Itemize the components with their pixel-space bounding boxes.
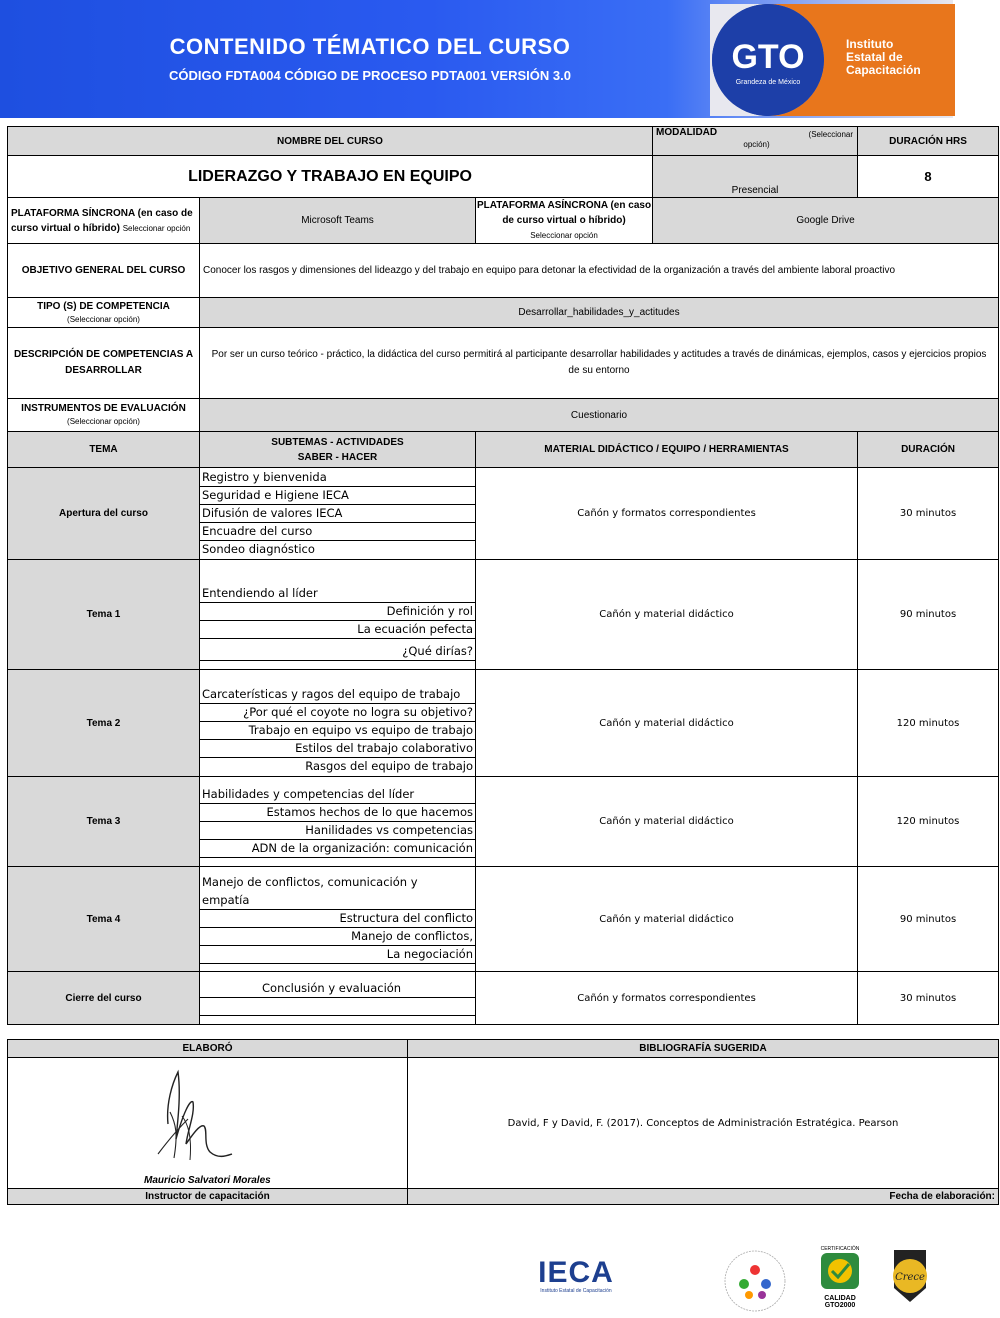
modality-value[interactable]: Presencial (653, 156, 858, 198)
tema-duration: 30 minutos (858, 972, 999, 1025)
competence-type-label: TIPO (S) DE COMPETENCIA (37, 300, 170, 312)
tema-duration: 90 minutos (858, 560, 999, 670)
course-name-label: NOMBRE DEL CURSO (8, 127, 653, 156)
tema-duration: 120 minutos (858, 777, 999, 867)
tema-material: Cañón y material didáctico (476, 867, 858, 972)
subtema-item: La ecuación pefecta (200, 621, 475, 639)
col-duracion: DURACIÓN (858, 432, 999, 468)
subtema-item: ¿Por qué el coyote no logra su objetivo? (200, 704, 475, 722)
tema-name: Tema 3 (8, 777, 200, 867)
subtema-item: Manejo de conflictos, comunicación y (202, 875, 418, 889)
subtema-item: Registro y bienvenida (200, 469, 475, 487)
subtema-item: Seguridad e Higiene IECA (200, 487, 475, 505)
competence-type-value[interactable]: Desarrollar_habilidades_y_actitudes (200, 298, 999, 328)
modality-hint-2: opción) (743, 140, 770, 149)
equality-seal-icon (722, 1248, 788, 1314)
tema-material: Cañón y material didáctico (476, 777, 858, 867)
subtema-item: Estilos del trabajo colaborativo (200, 740, 475, 758)
subtema-item: Entendiendo al líder (200, 585, 475, 603)
subtemas-list (200, 560, 476, 670)
signature-image (148, 1064, 238, 1168)
subtema-item: Rasgos del equipo de trabajo (305, 759, 473, 773)
tema-material: Cañón y formatos correspondientes (476, 972, 858, 1025)
objective-text: Conocer los rasgos y dimensiones del lideazgo y del trabajo en equipo para detonar la efectividad de la organización a través del ambiente laboral proactivo (200, 244, 999, 298)
subtema-item: Habilidades y competencias del líder (200, 786, 475, 804)
tema-name: Apertura del curso (8, 468, 200, 560)
modality-label-cell (653, 127, 858, 156)
eval-value[interactable]: Cuestionario (200, 399, 999, 432)
quality-cert-icon: CERTIFICACIÓN CALIDAD GTO2000 (820, 1246, 860, 1309)
eval-label: INSTRUMENTOS DE EVALUACIÓN (21, 403, 186, 414)
subtema-item: ¿Qué dirías? (200, 639, 475, 661)
course-name: LIDERAZGO Y TRABAJO EN EQUIPO (8, 156, 653, 198)
subtema-item: empatía (200, 892, 475, 910)
elaboro-label: ELABORÓ (8, 1040, 408, 1058)
signature-cell (8, 1058, 408, 1189)
header-banner (0, 0, 953, 118)
modality-label: MODALIDAD (656, 127, 718, 138)
svg-text:Capacitación: Capacitación (846, 63, 921, 77)
svg-text:Grandeza de México: Grandeza de México (735, 79, 801, 86)
subtema-item: Definición y rol (200, 603, 475, 621)
subtema-item: Trabajo en equipo vs equipo de trabajo (200, 722, 475, 740)
objective-label: OBJETIVO GENERAL DEL CURSO (8, 244, 200, 298)
competence-desc-label: DESCRIPCIÓN DE COMPETENCIAS A DESARROLLAR (8, 328, 200, 399)
sync-hint: Seleccionar opción (122, 223, 191, 233)
svg-text:Estatal de: Estatal de (846, 50, 903, 64)
col-subtemas-2: SABER - HACER (297, 451, 378, 463)
tema-duration: 30 minutos (858, 468, 999, 560)
duration-label: DURACIÓN HRS (858, 127, 999, 156)
subtema-item: La negociación (200, 946, 475, 964)
subtema-item: Conclusión y evaluación (200, 980, 475, 998)
svg-text:Crece: Crece (895, 1272, 925, 1283)
subtemas-list (200, 468, 476, 560)
duration-value: 8 (858, 156, 999, 198)
async-label-cell (476, 198, 653, 244)
eval-hint: (Seleccionar opción) (67, 417, 140, 426)
author-name: Mauricio Salvatori Morales (144, 1175, 271, 1186)
date-label: Fecha de elaboración: (408, 1189, 999, 1205)
competence-type-hint: (Seleccionar opción) (67, 314, 140, 324)
document-codes: CÓDIGO FDTA004 CÓDIGO DE PROCESO PDTA001 VERSIÓN 3.0 (169, 68, 571, 83)
tema-material: Cañón y material didáctico (476, 560, 858, 670)
bibliography-label: BIBLIOGRAFÍA SUGERIDA (408, 1040, 999, 1058)
tema-name: Tema 4 (8, 867, 200, 972)
async-label: PLATAFORMA ASÍNCRONA (en caso de curso virtual o híbrido) (476, 200, 652, 226)
gto-ieca-logo (710, 4, 955, 116)
modality-hint: (Seleccionar (808, 130, 854, 139)
cert-badge-icon (820, 1252, 860, 1290)
svg-text:Instituto: Instituto (846, 37, 894, 51)
competence-type-label-cell (8, 298, 200, 328)
subtema-item: Hanilidades vs competencias (200, 822, 475, 840)
col-subtemas: SUBTEMAS - ACTIVIDADES (271, 436, 404, 448)
bibliography-text: David, F y David, F. (2017). Conceptos de Administración Estratégica. Pearson (408, 1058, 999, 1189)
subtemas-list (200, 777, 476, 867)
crece-badge-icon (886, 1248, 934, 1304)
sync-platform[interactable]: Microsoft Teams (200, 198, 476, 244)
subtema-item: Encuadre del curso (200, 523, 475, 541)
async-platform[interactable]: Google Drive (653, 198, 999, 244)
sync-label-cell (8, 198, 200, 244)
svg-text:GTO: GTO (731, 38, 805, 76)
tema-duration: 90 minutos (858, 867, 999, 972)
subtema-item: Estructura del conflicto (200, 910, 475, 928)
col-subtemas-cell (200, 432, 476, 468)
subtemas-list (200, 867, 476, 972)
sync-label: PLATAFORMA SÍNCRONA (en caso de curso virtual o híbrido) (11, 207, 193, 234)
subtema-item: Difusión de valores IECA (200, 505, 475, 523)
course-table (7, 126, 999, 1025)
subtema-item: Sondeo diagnóstico (202, 542, 315, 556)
ieca-logo: IECA Instituto Estatal de Capacitación (538, 1256, 614, 1294)
document-title: CONTENIDO TÉMATICO DEL CURSO (169, 34, 571, 59)
subtemas-list (200, 972, 476, 1025)
tema-duration: 120 minutos (858, 670, 999, 777)
tema-name: Cierre del curso (8, 972, 200, 1025)
tema-name: Tema 1 (8, 560, 200, 670)
col-tema: TEMA (8, 432, 200, 468)
subtemas-list (200, 670, 476, 777)
signature-table (7, 1039, 999, 1205)
competence-desc-text: Por ser un curso teórico - práctico, la didáctica del curso permitirá al participante desarrollar habilidades y actitudes a través de dinámicas, ejemplos, casos y ejercicios propios de su entorno (200, 328, 999, 399)
subtema-item: ADN de la organización: comunicación (200, 840, 475, 858)
async-hint: Seleccionar opción (530, 231, 598, 240)
subtema-item: Manejo de conflictos, (200, 928, 475, 946)
subtema-item: Estamos hechos de lo que hacemos (200, 804, 475, 822)
subtema-blank (200, 998, 475, 1016)
footer-logos (0, 1240, 1000, 1310)
eval-label-cell (8, 399, 200, 432)
subtema-item: Carcaterísticas y ragos del equipo de trabajo (200, 686, 475, 704)
tema-name: Tema 2 (8, 670, 200, 777)
tema-material: Cañón y formatos correspondientes (476, 468, 858, 560)
instructor-label: Instructor de capacitación (8, 1189, 408, 1205)
col-material: MATERIAL DIDÁCTICO / EQUIPO / HERRAMIENTAS (476, 432, 858, 468)
tema-material: Cañón y material didáctico (476, 670, 858, 777)
